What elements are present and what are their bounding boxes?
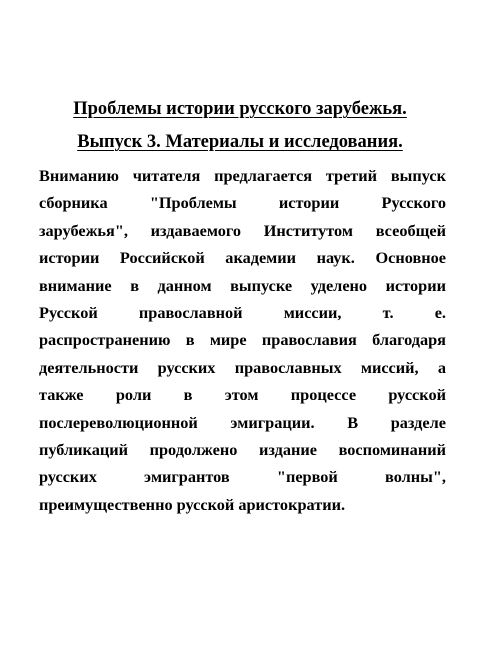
abstract-word: эмиграции. — [230, 412, 315, 432]
abstract-word: внимание — [39, 275, 112, 295]
abstract-word: воспоминаний — [338, 439, 446, 459]
abstract-word: в — [185, 330, 195, 350]
abstract-word: также — [39, 385, 84, 405]
abstract-word: истории — [278, 193, 340, 213]
abstract-line — [39, 354, 446, 381]
abstract-word: продолжено — [149, 439, 238, 459]
abstract-word: наук. — [316, 248, 355, 268]
abstract-word: всеобщей — [375, 220, 446, 240]
abstract-line — [39, 463, 446, 490]
abstract-line — [39, 326, 446, 353]
abstract-word: благодаря — [372, 330, 446, 350]
abstract-word: публикаций — [39, 439, 128, 459]
abstract-line — [39, 272, 446, 299]
abstract-word: Основное — [375, 248, 446, 268]
abstract-word: роли — [115, 385, 152, 405]
abstract-word: зарубежья", — [39, 220, 128, 240]
abstract-word: выпуске — [230, 275, 293, 295]
abstract-line-last: преимущественно русской аристократии. — [39, 494, 346, 514]
abstract-word: православной — [138, 302, 243, 322]
abstract-line — [39, 436, 446, 463]
abstract-word: Российской — [119, 248, 205, 268]
abstract-line — [39, 299, 446, 326]
abstract-word: Русского — [381, 193, 446, 213]
abstract-line — [39, 381, 446, 408]
abstract-word: мире — [209, 330, 247, 350]
abstract-word: выпуск — [390, 166, 446, 185]
abstract-word: сборника — [39, 193, 108, 213]
abstract-word: Институтом — [263, 220, 353, 240]
abstract-line — [39, 244, 446, 271]
abstract-word: православия — [261, 330, 357, 350]
abstract-paragraph — [39, 162, 446, 518]
abstract-word: деятельности — [39, 357, 139, 377]
abstract-word: уделено — [310, 275, 368, 295]
abstract-word: истории — [39, 248, 100, 268]
abstract-word: послереволюционной — [39, 412, 198, 432]
abstract-word: "Проблемы — [149, 193, 237, 213]
abstract-word: данном — [157, 275, 212, 295]
title-line-2: Выпуск 3. Материалы и исследования. — [77, 132, 403, 152]
abstract-word: истории — [385, 275, 446, 295]
abstract-word: в — [183, 385, 193, 405]
abstract-word: в — [130, 275, 139, 295]
abstract-word: русских — [39, 467, 97, 487]
abstract-word: эмигрантов — [144, 467, 230, 487]
abstract-word: читателя — [132, 166, 201, 185]
abstract-word: е. — [434, 302, 446, 322]
abstract-word: русской — [388, 385, 446, 405]
abstract-word: В — [347, 412, 359, 432]
abstract-line — [39, 409, 446, 436]
abstract-word: этом — [224, 385, 259, 405]
abstract-word: издаваемого — [150, 220, 241, 240]
abstract-word: предлагается — [214, 166, 313, 185]
abstract-word: распространению — [39, 330, 171, 350]
abstract-line — [39, 162, 446, 189]
abstract-word: миссии, — [283, 302, 342, 322]
abstract-word: разделе — [390, 412, 446, 432]
abstract-line — [39, 189, 446, 216]
document-title — [40, 93, 440, 159]
abstract-word: Русской — [39, 302, 98, 322]
abstract-word: волны", — [385, 467, 446, 487]
abstract-line — [39, 217, 446, 244]
abstract-word: т. — [382, 302, 394, 322]
abstract-word: миссий, — [360, 357, 419, 377]
abstract-word: а — [437, 357, 446, 377]
abstract-word: третий — [325, 166, 378, 185]
abstract-word: православных — [234, 357, 342, 377]
abstract-word: академии — [225, 248, 297, 268]
title-line-1: Проблемы истории русского зарубежья. — [73, 99, 407, 119]
abstract-word: издание — [258, 439, 317, 459]
abstract-word: процессе — [290, 385, 357, 405]
abstract-word: русских — [157, 357, 216, 377]
abstract-word: "первой — [276, 467, 338, 487]
abstract-word: Вниманию — [39, 166, 119, 185]
